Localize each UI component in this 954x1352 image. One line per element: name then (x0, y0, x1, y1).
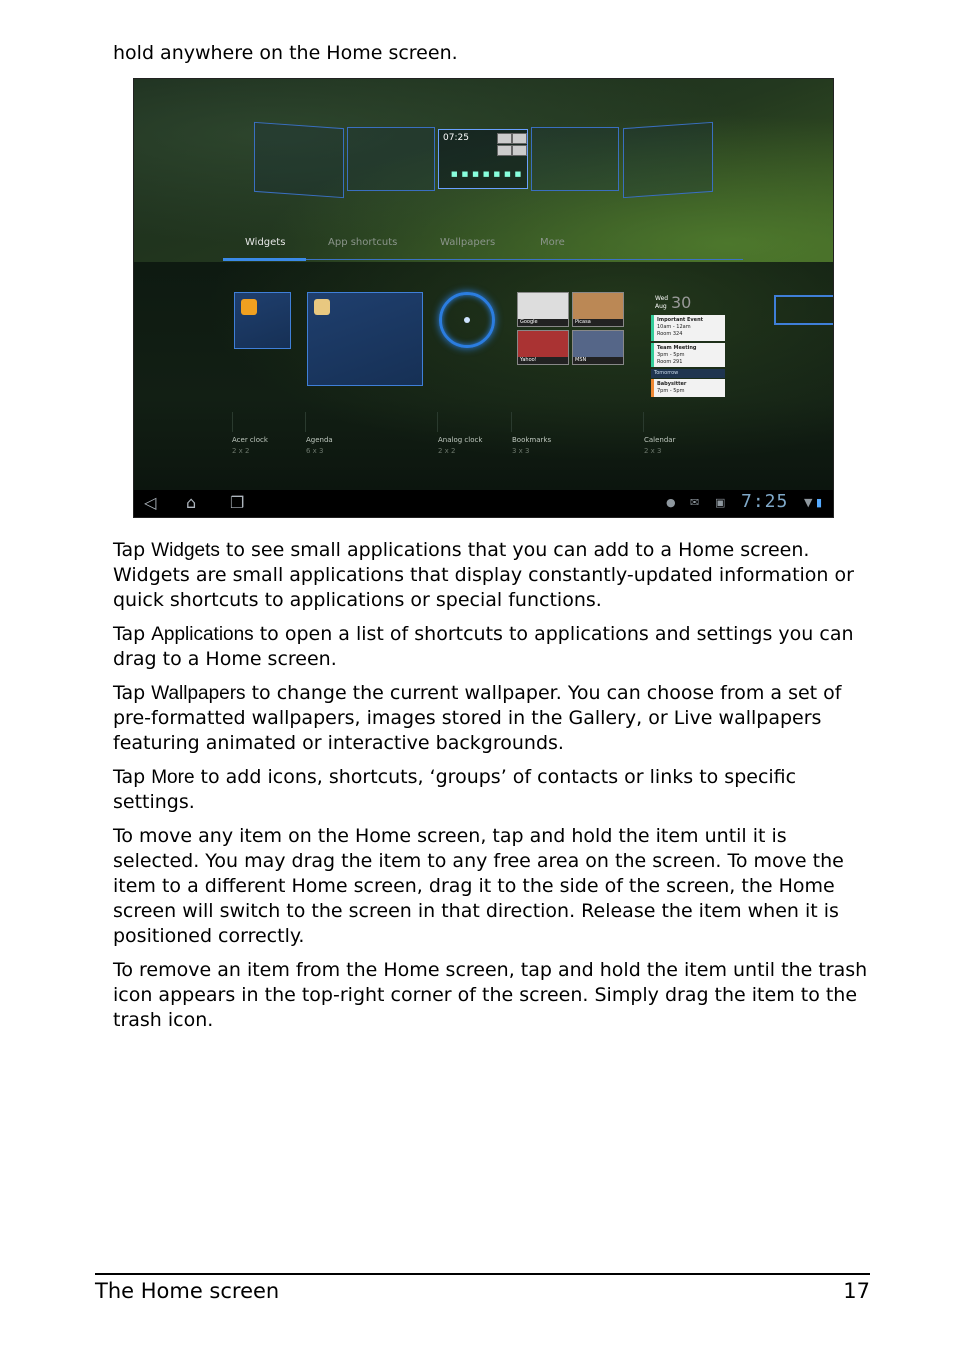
status-time[interactable]: 7:25 (741, 491, 789, 512)
battery-icon: ▮ (816, 496, 823, 509)
keyword-more: More (151, 767, 195, 788)
keyword-applications: Applications (151, 624, 254, 645)
divider (232, 412, 233, 432)
preview-time: 07:25 (443, 133, 469, 143)
calendar-tomorrow-header: Tomorrow (651, 369, 725, 378)
bookmark-tile[interactable]: MSN (572, 330, 624, 365)
paragraph-applications: Tap Applications to open a list of shortcuts to applications and settings you can drag to a Home screen. (113, 623, 854, 670)
agenda-widget[interactable] (307, 292, 423, 386)
analog-clock-widget[interactable] (439, 292, 495, 348)
calendar-day: Wed (655, 295, 669, 302)
system-bar (134, 490, 833, 517)
acer-clock-widget[interactable] (234, 292, 291, 349)
paragraph-more: Tap More to add icons, shortcuts, ‘groups’ of contacts or links to specific settings. (113, 766, 797, 813)
widget-name: Analog clock (438, 436, 483, 444)
footer-rule (95, 1273, 870, 1275)
tab-selection-indicator (223, 258, 306, 261)
page-number: 17 (843, 1279, 870, 1303)
home-panel-4[interactable] (531, 127, 619, 191)
keyword-widgets: Widgets (151, 540, 220, 561)
paragraph-remove-item: To remove an item from the Home screen, tap and hold the item until the trash icon appears in the top-right corner of the screen. Simply drag the item to the trash icon. (113, 959, 868, 1031)
wifi-icon: ▼ (804, 496, 813, 509)
home-panel-1[interactable] (254, 122, 344, 198)
widget-size: 3 x 3 (512, 447, 530, 455)
widget-name: Bookmarks (512, 436, 552, 444)
paragraph-wallpapers: Tap Wallpapers to change the current wallpaper. You can choose from a set of pre-formatted wallpapers, images stored in the Gallery, or Live wallpapers featuring animated or interactive backgrounds. (113, 682, 842, 754)
calendar-event: Important Event 10am - 12am Room 324 (651, 315, 725, 341)
calendar-widget[interactable] (651, 295, 725, 397)
recent-apps-icon[interactable]: ❐ (230, 493, 245, 512)
widget-size: 2 x 2 (232, 447, 250, 455)
footer-section-title: The Home screen (95, 1279, 280, 1303)
clock-center-icon (464, 317, 470, 323)
agenda-icon (314, 299, 330, 315)
divider (643, 412, 644, 432)
widget-size: 2 x 3 (644, 447, 662, 455)
widget-size: 2 x 2 (438, 447, 456, 455)
tab-more[interactable]: More (540, 237, 565, 248)
keyword-wallpapers: Wallpapers (151, 683, 246, 704)
divider (511, 412, 512, 432)
widget-name: Calendar (644, 436, 676, 444)
tab-wallpapers[interactable]: Wallpapers (440, 237, 496, 248)
mail-icon: ✉ (690, 496, 700, 509)
widget-size: 6 x 3 (306, 447, 324, 455)
clock-icon (241, 299, 257, 315)
home-panel-current[interactable] (438, 129, 528, 189)
preview-thumbnail (512, 145, 527, 156)
bookmark-tile[interactable]: Yahoo! (517, 330, 569, 365)
home-panel-2[interactable] (347, 127, 435, 191)
back-icon[interactable]: ◁ (144, 493, 157, 512)
widget-name: Agenda (306, 436, 333, 444)
preview-thumbnail (512, 133, 527, 144)
paragraph-move-item: To move any item on the Home screen, tap and hold the item until it is selected. You may drag the item to any free area on the screen. To move the item to a different Home screen, drag it to the side of the screen, the Home screen will switch to the screen in that direction. Release the item when it is positioned correctly. (113, 825, 844, 947)
calendar-event: Babysitter 7pm - 5pm (651, 379, 725, 397)
paragraph-widgets: Tap Widgets to see small applications that you can add to a Home screen. Widgets are small applications that display constantly-updated information or quick shortcuts to applications or special functions. (113, 539, 854, 611)
home-screen-preview-area (134, 79, 833, 262)
calendar-notification-icon: ▣ (715, 496, 726, 509)
widget-name: Acer clock (232, 436, 268, 444)
preview-thumbnail (497, 133, 512, 144)
calendar-date: 30 (671, 293, 692, 312)
home-panel-5[interactable] (623, 122, 713, 198)
home-screen-screenshot (133, 78, 834, 518)
divider (305, 412, 306, 432)
home-icon[interactable]: ⌂ (186, 493, 197, 512)
calendar-month: Aug (655, 303, 667, 310)
bookmark-tile[interactable]: Picasa (572, 292, 624, 327)
divider (437, 412, 438, 432)
preview-dock-icons: ■■■■■■■ (451, 170, 526, 178)
calendar-event: Team Meeting 3pm - 5pm Room 291 (651, 343, 725, 367)
bookmark-tile[interactable]: Google (517, 292, 569, 327)
intro-text: hold anywhere on the Home screen. (113, 42, 458, 64)
widget-tray (134, 262, 833, 490)
tab-app-shortcuts[interactable]: App shortcuts (328, 237, 398, 248)
next-widget-peek[interactable] (774, 295, 834, 325)
android-debug-icon: ● (666, 496, 676, 509)
tab-widgets[interactable]: Widgets (245, 237, 286, 248)
preview-thumbnail (497, 145, 512, 156)
